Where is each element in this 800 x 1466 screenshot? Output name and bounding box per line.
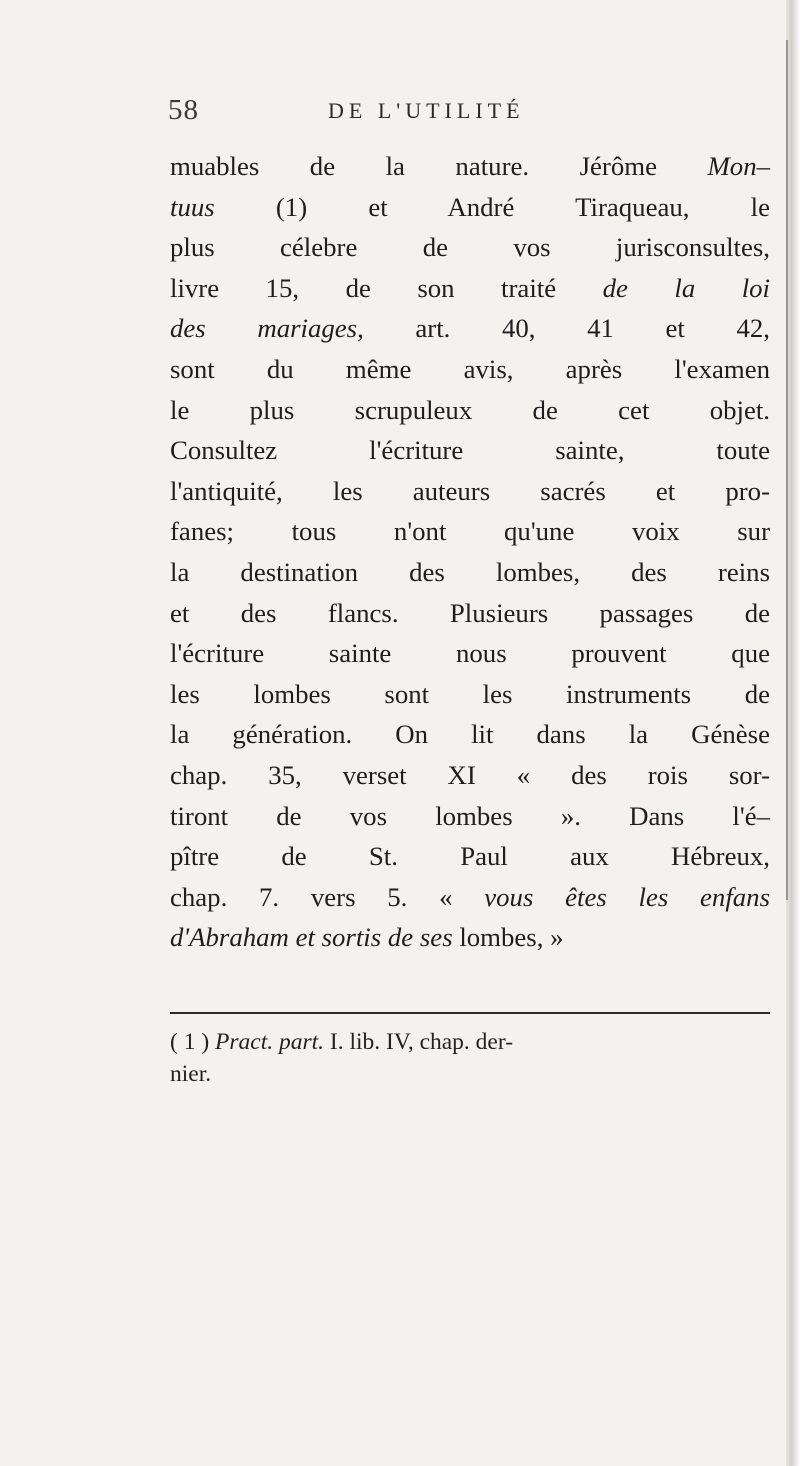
footnote: [170, 1026, 770, 1090]
text-line: [170, 308, 770, 349]
footnote-rule: [170, 1012, 770, 1014]
text-segment: tiront de vos lombes ». Dans l'é–: [170, 800, 770, 831]
text-segment: I. lib. IV, chap. der-: [324, 1029, 514, 1055]
text-line: [170, 917, 770, 958]
text-segment: plus célebre de vos jurisconsultes,: [170, 232, 770, 263]
text-segment: la destination des lombes, des reins: [170, 556, 770, 587]
text-line: [170, 471, 770, 512]
italic-segment: Mon–: [707, 151, 770, 181]
text-line: [170, 593, 770, 634]
text-line: [170, 877, 770, 918]
page-header: [168, 94, 638, 134]
text-line: [170, 227, 770, 268]
text-segment: lombes, »: [452, 922, 564, 953]
text-segment: muables de la nature. Jérôme: [170, 151, 708, 181]
text-segment: le plus scrupuleux de cet objet.: [170, 394, 770, 425]
italic-segment: tuus: [170, 191, 215, 222]
text-segment: l'écriture sainte nous prouvent que: [170, 638, 770, 669]
text-line: [170, 552, 770, 593]
text-segment: fanes; tous n'ont qu'une voix sur: [170, 516, 770, 547]
text-line: [170, 146, 770, 187]
text-line: [170, 674, 770, 715]
body-text: [170, 146, 770, 958]
text-segment: , art. 40, 41 et 42,: [357, 313, 770, 344]
running-head: DE L'UTILITÉ: [328, 98, 525, 123]
italic-segment: d'Abraham et sortis de ses: [170, 922, 453, 953]
text-segment: Consultez l'écriture sainte, toute: [170, 435, 770, 466]
italic-segment: Pract. part.: [215, 1029, 325, 1055]
text-line: [170, 755, 770, 796]
text-line: [170, 714, 770, 755]
text-segment: sont du même avis, après l'examen: [170, 353, 770, 384]
text-segment: chap. 35, verset XI « des rois sor-: [170, 759, 770, 790]
text-segment: livre 15, de son traité: [170, 272, 603, 303]
text-line: [170, 268, 770, 309]
text-segment: la génération. On lit dans la Génèse: [170, 719, 770, 750]
text-segment: pître de St. Paul aux Hébreux,: [170, 841, 770, 872]
text-segment: et des flancs. Plusieurs passages de: [170, 597, 770, 628]
text-line: [170, 187, 770, 228]
italic-segment: des mariages: [170, 313, 358, 344]
text-segment: chap. 7. vers 5. «: [170, 881, 485, 912]
italic-segment: vous êtes les enfans: [484, 881, 770, 912]
text-line: [170, 836, 770, 877]
text-line: [170, 349, 770, 390]
text-segment: les lombes sont les instruments de: [170, 678, 770, 709]
text-line: [170, 1026, 770, 1058]
text-line: [170, 390, 770, 431]
page-edge-line: [786, 40, 788, 900]
text-line: [170, 430, 770, 471]
text-line: [170, 1058, 770, 1090]
text-line: [170, 511, 770, 552]
page-number: 58: [168, 94, 199, 126]
text-line: [170, 796, 770, 837]
text-segment: nier.: [170, 1061, 212, 1087]
text-segment: (1) et André Tiraqueau, le: [214, 191, 770, 222]
text-segment: ( 1 ): [170, 1029, 216, 1055]
italic-segment: de la loi: [602, 272, 770, 303]
page-edge-shadow: [786, 0, 800, 1466]
text-segment: l'antiquité, les auteurs sacrés et pro-: [170, 475, 770, 506]
text-line: [170, 633, 770, 674]
